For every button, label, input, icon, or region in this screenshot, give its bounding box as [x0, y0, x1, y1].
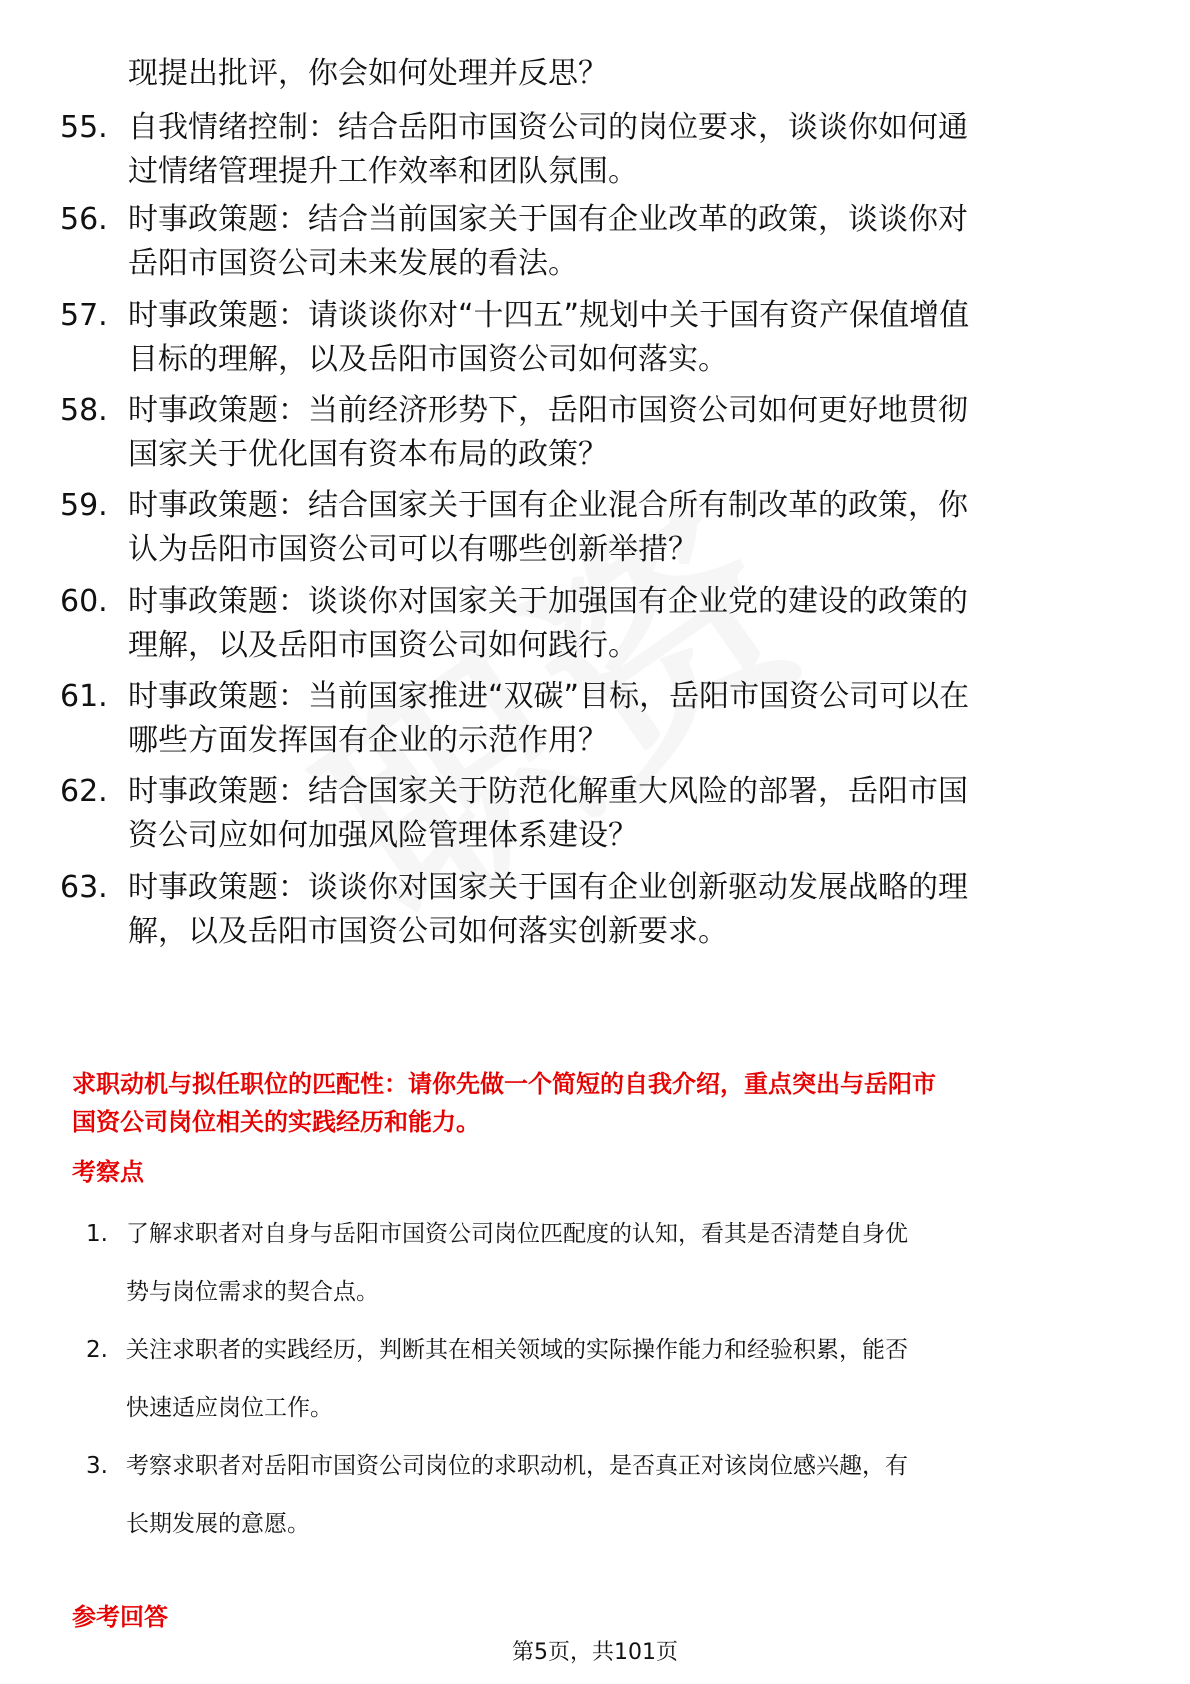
question-item — [60, 675, 1130, 763]
question-line: 时事政策题：结合当前国家关于国有企业改革的政策，谈谈你对 — [128, 202, 968, 237]
section-title-line: 国资公司岗位相关的实践经历和能力。 — [72, 1108, 480, 1136]
question-line: 自我情绪控制：结合岳阳市国资公司的岗位要求，谈谈你如何通 — [128, 110, 968, 145]
question-line: 解，以及岳阳市国资公司如何落实创新要求。 — [128, 914, 728, 949]
question-line: 时事政策题：谈谈你对国家关于加强国有企业党的建设的政策的 — [128, 584, 968, 619]
question-line: 时事政策题：当前国家推进“双碳”目标，岳阳市国资公司可以在 — [128, 679, 970, 714]
point-line: 势与岗位需求的契合点。 — [126, 1279, 379, 1305]
question-line: 时事政策题：结合国家关于防范化解重大风险的部署，岳阳市国 — [128, 774, 968, 809]
question-text — [128, 294, 1130, 382]
answer-heading: 参考回答 — [72, 1603, 168, 1631]
question-text — [128, 580, 1130, 668]
question-number: 60. — [60, 584, 108, 619]
point-line: 考察求职者对岳阳市国资公司岗位的求职动机，是否真正对该岗位感兴趣，有 — [126, 1453, 908, 1479]
question-line: 国家关于优化国有资本布局的政策？ — [128, 437, 608, 472]
question-item — [60, 106, 1130, 194]
question-number: 63. — [60, 870, 108, 905]
point-line: 了解求职者对自身与岳阳市国资公司岗位匹配度的认知，看其是否清楚自身优 — [126, 1221, 908, 1247]
question-item — [60, 866, 1130, 954]
question-text — [128, 106, 1130, 194]
question-line: 资公司应如何加强风险管理体系建设？ — [128, 818, 638, 853]
question-number: 57. — [60, 298, 108, 333]
question-text — [128, 866, 1130, 954]
question-number: 55. — [60, 110, 108, 145]
page-footer: 第5页，共101页 — [512, 1640, 678, 1665]
section-title-line: 求职动机与拟任职位的匹配性：请你先做一个简短的自我介绍，重点突出与岳阳市 — [72, 1070, 936, 1098]
point-item — [86, 1321, 1126, 1437]
point-item — [86, 1205, 1126, 1321]
question-text — [128, 675, 1130, 763]
question-line: 时事政策题：结合国家关于国有企业混合所有制改革的政策，你 — [128, 488, 968, 523]
point-number: 3. — [86, 1453, 108, 1479]
question-number: 61. — [60, 679, 108, 714]
point-number: 2. — [86, 1337, 108, 1363]
question-item — [60, 294, 1130, 382]
question-number: 56. — [60, 202, 108, 237]
question-line: 目标的理解，以及岳阳市国资公司如何落实。 — [128, 342, 728, 377]
question-item — [60, 198, 1130, 286]
question-item — [60, 484, 1130, 572]
question-text — [128, 484, 1130, 572]
question-text — [128, 389, 1130, 477]
question-number: 59. — [60, 488, 108, 523]
question-number: 62. — [60, 774, 108, 809]
question-text — [128, 770, 1130, 858]
question-line: 时事政策题：请谈谈你对“十四五”规划中关于国有资产保值增值 — [128, 298, 970, 333]
question-line: 哪些方面发挥国有企业的示范作用？ — [128, 723, 608, 758]
question-line: 岳阳市国资公司未来发展的看法。 — [128, 246, 578, 281]
question-text — [128, 198, 1130, 286]
question-line: 认为岳阳市国资公司可以有哪些创新举措？ — [128, 532, 698, 567]
points-heading: 考察点 — [72, 1158, 144, 1186]
point-item — [86, 1437, 1126, 1553]
point-line: 关注求职者的实践经历，判断其在相关领域的实际操作能力和经验积累，能否 — [126, 1337, 908, 1363]
question-number: 58. — [60, 393, 108, 428]
question-line: 过情绪管理提升工作效率和团队氛围。 — [128, 154, 638, 189]
section-title — [72, 1065, 1132, 1141]
point-line: 长期发展的意愿。 — [126, 1511, 310, 1537]
question-continuation: 现提出批评，你会如何处理并反思？ — [128, 56, 608, 91]
question-item — [60, 580, 1130, 668]
point-line: 快速适应岗位工作。 — [126, 1395, 333, 1421]
point-number: 1. — [86, 1221, 108, 1247]
question-line: 时事政策题：当前经济形势下，岳阳市国资公司如何更好地贯彻 — [128, 393, 968, 428]
question-item — [60, 770, 1130, 858]
point-text — [126, 1205, 1126, 1321]
question-item — [60, 389, 1130, 477]
point-text — [126, 1321, 1126, 1437]
point-text — [126, 1437, 1126, 1553]
question-line: 时事政策题：谈谈你对国家关于国有企业创新驱动发展战略的理 — [128, 870, 968, 905]
question-line: 理解，以及岳阳市国资公司如何践行。 — [128, 628, 638, 663]
